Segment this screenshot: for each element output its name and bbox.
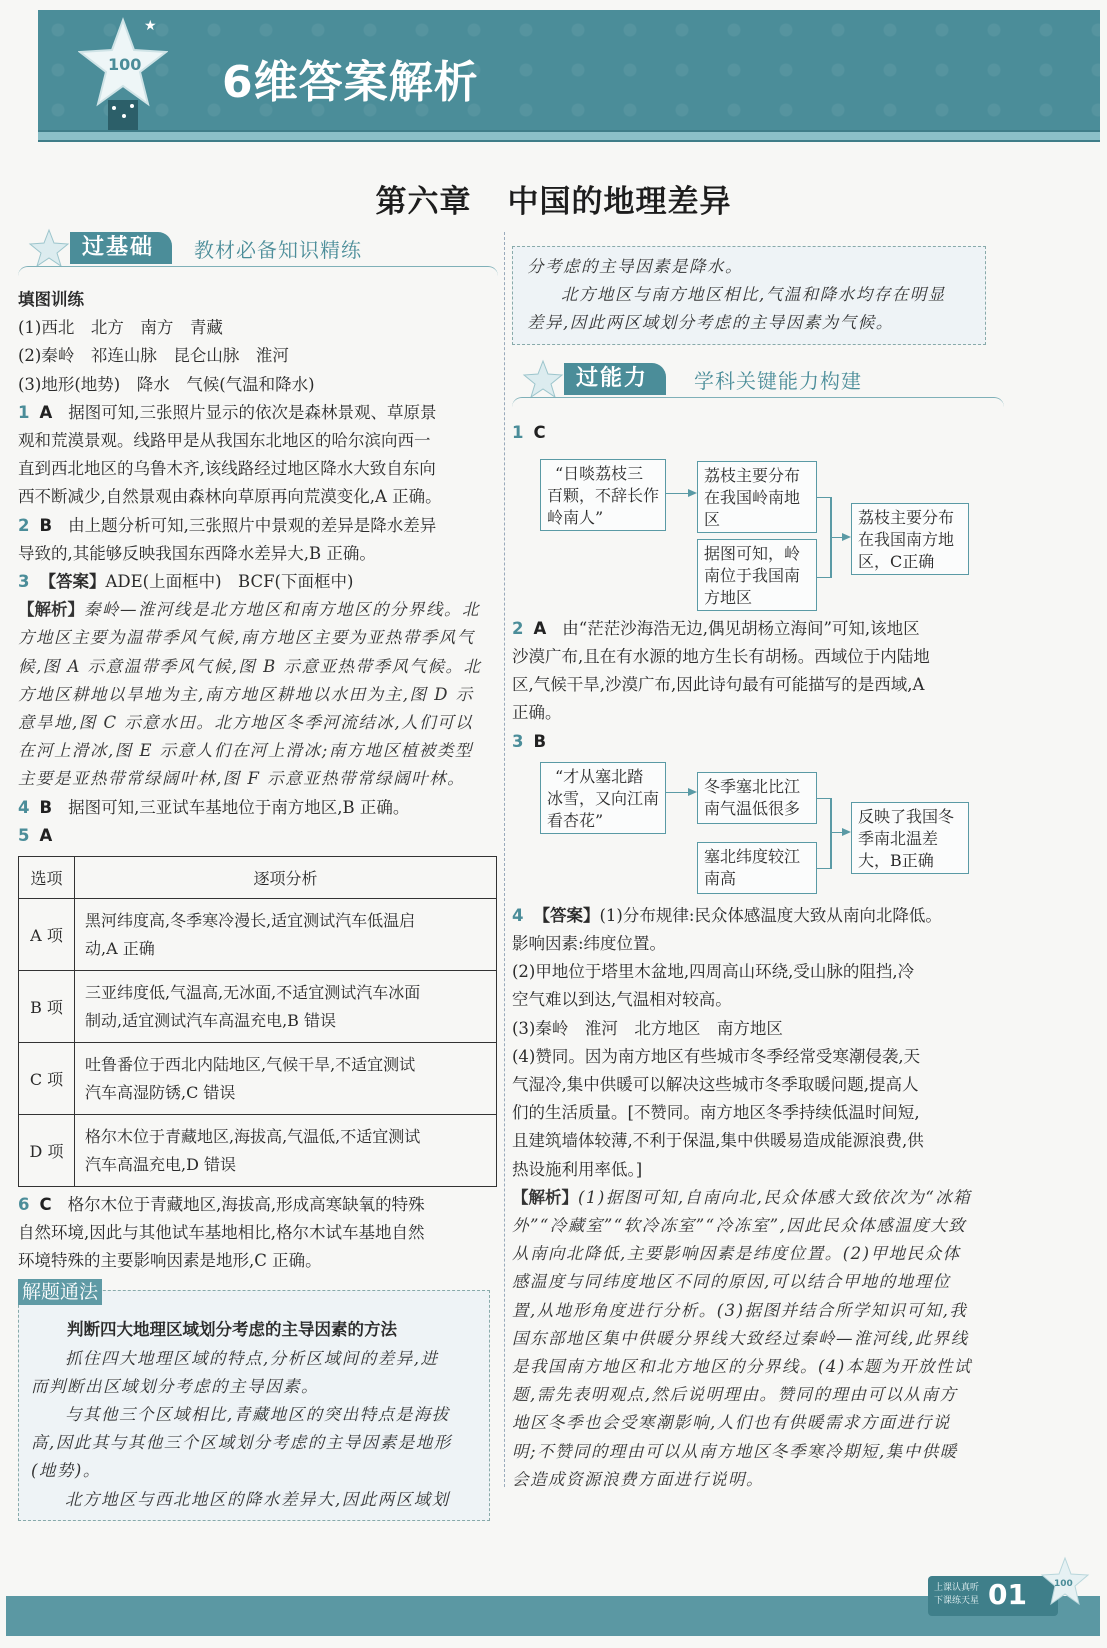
answer-text: 据图可知,三亚试车基地位于南方地区,B 正确。: [68, 797, 410, 817]
question-6: [18, 1191, 498, 1219]
option-cell: B 项: [19, 971, 75, 1043]
answer-text: 们的生活质量。[不赞同。南方地区冬季持续低温时间短,: [512, 1103, 920, 1123]
star-mascot-icon: [522, 359, 564, 399]
answer-text: (2)甲地位于塔里木盆地,四周高山环绕,受山脉的阻挡,冷: [512, 962, 915, 982]
tip-line: 抓住四大地理区域的特点,分析区域间的差异,进: [65, 1348, 439, 1368]
flow-connector: [666, 792, 688, 794]
column-divider: [504, 232, 505, 1487]
arrow-right-icon: [688, 489, 697, 497]
section-header-basic: [18, 228, 498, 280]
slogan-line: 下课练天星: [934, 1596, 980, 1606]
question-number: 1: [18, 402, 30, 422]
analysis-line: 置,从地形角度进行分析。(3)据图并结合所学知识可知,我: [512, 1300, 968, 1320]
question-answer: A: [39, 825, 53, 845]
option-cell: C 项: [19, 1043, 75, 1115]
star-mascot-icon: [78, 14, 168, 132]
answer-text: 观和荒漠景观。线路甲是从我国东北地区的哈尔滨向西一: [18, 431, 431, 451]
flow-diagram-3: [512, 760, 1004, 888]
solution-method-box: [18, 1280, 490, 1521]
flow-connector: [817, 497, 831, 499]
tip-title: 判断四大地理区域划分考虑的主导因素的方法: [67, 1319, 397, 1339]
analysis-line: 从南向北降低,主要影响因素是纬度位置。(2)甲地民众体: [512, 1244, 961, 1264]
question-4: [18, 794, 498, 822]
chapter-title: [0, 176, 1107, 221]
analysis-line: 在河上滑冰,图 E 示意人们在河上滑冰;南方地区植被类型: [18, 741, 473, 761]
arrow-right-icon: [688, 788, 697, 796]
answer-text: 气湿冷,集中供暖可以解决这些城市冬季取暖问题,提高人: [512, 1075, 919, 1095]
analysis-line: 是我国南方地区和北方地区的分界线。(4)本题为开放性试: [512, 1357, 972, 1377]
answer-label: 【答案】: [533, 905, 600, 925]
star-mascot-icon: [28, 228, 70, 268]
option-analysis-table: [18, 856, 497, 1187]
question-answer: B: [39, 797, 53, 817]
answer-text: 自然环境,因此与其他试车基地相比,格尔木试车基地自然: [18, 1223, 425, 1243]
table-row: [19, 1043, 497, 1115]
analysis-line: 外”“冷藏室”“软冷冻室”“冷冻室”,因此民众体感温度大致: [512, 1216, 967, 1236]
tip-line: 高,因此其与其他三个区域划分考虑的主导因素是地形: [31, 1433, 452, 1453]
banner-title: 6维答案解析: [222, 57, 479, 108]
question-1: [18, 399, 498, 427]
question-number: 2: [18, 515, 30, 535]
tip-label: 解题通法: [18, 1279, 102, 1305]
tip-line: 而判断出区域划分考虑的主导因素。: [31, 1376, 319, 1396]
answer-text: 正确。: [512, 703, 562, 723]
flow-middle-box: 荔枝主要分布在我国岭南地区: [697, 461, 817, 533]
table-row: [19, 899, 497, 971]
section-header-ability: [512, 359, 1004, 411]
page-badge: [928, 1576, 1058, 1616]
answer-text: 影响因素:纬度位置。: [512, 934, 667, 954]
banner-divider: [38, 130, 1100, 142]
answer-text: 环境特殊的主要影响因素是地形,C 正确。: [18, 1251, 322, 1271]
question-answer: C: [39, 1195, 52, 1215]
answer-label: 【答案】: [39, 572, 106, 592]
answer-text: 由“茫茫沙海浩无边,偶见胡杨立海间”可知,该地区: [562, 618, 920, 638]
tip-line: 北方地区与南方地区相比,气温和降水均存在明显: [561, 285, 946, 305]
section-rule: [18, 266, 498, 276]
section-subtitle: 学科关键能力构建: [694, 368, 862, 393]
flow-middle-box: 塞北纬度较江南高: [697, 842, 817, 894]
arrow-right-icon: [842, 828, 851, 836]
analysis-cell: [75, 1043, 497, 1115]
question-number: 2: [512, 618, 524, 638]
question-number: 1: [512, 422, 524, 442]
svg-text:100: 100: [1054, 1579, 1073, 1589]
question-number: 3: [512, 731, 524, 751]
chapter-number: 第六章: [375, 184, 472, 220]
question-5: [18, 822, 498, 850]
analysis-text: [512, 1184, 1004, 1212]
answer-text: 据图可知,三张照片显示的依次是森林景观、草原景: [68, 402, 437, 422]
cell-line: 汽车高湿防锈,C 错误: [85, 1082, 236, 1102]
table-row: [19, 971, 497, 1043]
answer-text: 直到西北地区的乌鲁木齐,该线路经过地区降水大致自东向: [18, 459, 436, 479]
question-answer: B: [533, 731, 547, 751]
answer-text: 且建筑墙体较薄,不利于保温,集中供暖易造成能源浪费,供: [512, 1131, 924, 1151]
svg-text:★: ★: [144, 18, 157, 34]
cell-line: 黑河纬度高,冬季寒冷漫长,适宜测试汽车低温启: [85, 910, 416, 930]
cell-line: 三亚纬度低,气温高,无冰面,不适宜测试汽车冰面: [85, 982, 421, 1002]
analysis-line: 候,图 A 示意温带季风气候,图 B 示意亚热带季风气候。北: [18, 656, 482, 676]
fill-map-item: (1)西北 北方 南方 青藏: [18, 318, 223, 338]
tip-line: 北方地区与西北地区的降水差异大,因此两区域划: [65, 1489, 450, 1509]
answer-text: 由上题分析可知,三张照片中景观的差异是降水差异: [68, 515, 437, 535]
flow-connector: [830, 537, 842, 539]
table-header: 逐项分析: [75, 857, 497, 899]
cell-line: 动,A 正确: [85, 938, 155, 958]
question-number: 4: [512, 905, 524, 925]
cell-line: 格尔木位于青藏地区,海拔高,气温低,不适宜测试: [85, 1126, 421, 1146]
flow-source-box: “才从塞北踏冰雪，又向江南看杏花”: [540, 762, 666, 834]
flow-connector: [817, 798, 831, 800]
header-banner: [38, 10, 1100, 130]
question-3: [18, 568, 498, 596]
question-1: [512, 419, 1004, 447]
analysis-line: 主要是亚热带常绿阔叶林,图 F 示意亚热带常绿阔叶林。: [18, 769, 466, 789]
flow-connector: [817, 868, 831, 870]
tip-line: 与其他三个区域相比,青藏地区的突出特点是海拔: [65, 1405, 450, 1425]
analysis-label: 【解析】: [512, 1187, 578, 1207]
answer-text: 导致的,其能够反映我国东西降水差异大,B 正确。: [18, 543, 376, 563]
cell-line: 吐鲁番位于西北内陆地区,气候干旱,不适宜测试: [85, 1054, 416, 1074]
analysis-line: 意旱地,图 C 示意水田。北方地区冬季河流结冰,人们可以: [18, 713, 474, 733]
chapter-name: 中国的地理差异: [507, 184, 732, 220]
answer-text: ADE(上面框中) BCF(下面框中): [105, 572, 354, 592]
tip-line: (地势)。: [31, 1461, 101, 1481]
analysis-line: 方地区耕地以旱地为主,南方地区耕地以水田为主,图 D 示: [18, 684, 474, 704]
flow-middle-box: 冬季塞北比江南气温低很多: [697, 772, 817, 824]
right-column: [512, 246, 1004, 1494]
question-number: 3: [18, 572, 30, 592]
question-answer: A: [533, 618, 547, 638]
slogan: [934, 1582, 979, 1608]
analysis-text: [18, 596, 498, 624]
question-number: 4: [18, 797, 30, 817]
section-subtitle: 教材必备知识精练: [194, 238, 362, 262]
tip-line: 差异,因此两区域划分考虑的主导因素为气候。: [527, 313, 894, 333]
analysis-line: (1)据图可知,自南向北,民众体感大致依次为“冰箱: [578, 1187, 972, 1207]
table-row: [19, 1115, 497, 1187]
answer-text: (4)赞同。因为南方地区有些城市冬季经常受寒潮侵袭,天: [512, 1046, 921, 1066]
analysis-line: 方地区主要为温带季风气候,南方地区主要为亚热带季风气: [18, 628, 475, 648]
section-rule: [512, 397, 1004, 407]
answer-text: 热设施利用率低。]: [512, 1159, 643, 1179]
question-2: [512, 615, 1004, 643]
answer-text: (1)分布规律:民众体感温度大致从南向北降低。: [599, 905, 942, 925]
cell-line: 制动,适宜测试汽车高温充电,B 错误: [85, 1010, 337, 1030]
analysis-line: 会造成资源浪费方面进行说明。: [512, 1469, 764, 1489]
fill-map-item: (2)秦岭 祁连山脉 昆仑山脉 淮河: [18, 346, 289, 366]
flow-result-box: 荔枝主要分布在我国南方地区，C正确: [851, 503, 969, 575]
section-tag: 过基础: [70, 232, 172, 264]
question-number: 6: [18, 1195, 30, 1215]
fill-map-item: (3)地形(地势) 降水 气候(气温和降水): [18, 374, 315, 394]
question-answer: A: [39, 402, 53, 422]
analysis-cell: [75, 971, 497, 1043]
table-header: 选项: [19, 857, 75, 899]
section-tag: 过能力: [564, 363, 666, 395]
analysis-line: 明;不赞同的理由可以从南方地区冬季寒冷期短,集中供暖: [512, 1441, 958, 1461]
analysis-line: 秦岭—淮河线是北方地区和南方地区的分界线。北: [84, 600, 480, 620]
question-number: 5: [18, 825, 30, 845]
question-3: [512, 728, 1004, 756]
answer-text: 西不断减少,自然景观由森林向草原再向荒漠变化,A 正确。: [18, 487, 442, 507]
answer-text: 沙漠广布,且在有水源的地方生长有胡杨。西域位于内陆地: [512, 647, 930, 667]
question-2: [18, 512, 498, 540]
flow-connector: [817, 577, 831, 579]
slogan-line: 上课认真听: [934, 1583, 980, 1593]
table-header-row: [19, 857, 497, 899]
answer-text: 格尔木位于青藏地区,海拔高,形成高寒缺氧的特殊: [67, 1195, 425, 1215]
flow-middle-box: 据图可知，岭南位于我国南方地区: [697, 539, 817, 611]
svg-text:100: 100: [108, 55, 142, 74]
fill-map-title: 填图训练: [18, 290, 84, 309]
question-4: [512, 902, 1004, 930]
analysis-line: 题,需先表明观点,然后说明理由。赞同的理由可以从南方: [512, 1385, 958, 1405]
flow-diagram-1: [512, 451, 1004, 607]
flow-connector: [830, 798, 832, 869]
analysis-line: 感温度与同纬度地区不同的原因,可以结合甲地的地理位: [512, 1272, 951, 1292]
flow-source-box: “日啖荔枝三百颗，不辞长作岭南人”: [540, 459, 666, 531]
analysis-label: 【解析】: [18, 600, 84, 620]
analysis-cell: [75, 1115, 497, 1187]
tip-line: 分考虑的主导因素是降水。: [527, 257, 743, 276]
flow-connector: [666, 493, 688, 495]
option-cell: D 项: [19, 1115, 75, 1187]
arrow-right-icon: [842, 533, 851, 541]
option-cell: A 项: [19, 899, 75, 971]
answer-text: 空气难以到达,气温相对较高。: [512, 990, 732, 1010]
answer-text: (3)秦岭 淮河 北方地区 南方地区: [512, 1018, 783, 1038]
solution-method-box-continued: [512, 246, 986, 345]
answer-text: 区,气候干旱,沙漠广布,因此诗句最有可能描写的是西域,A: [512, 675, 925, 695]
page-number: 01: [988, 1578, 1027, 1611]
cell-line: 汽车高温充电,D 错误: [85, 1154, 237, 1174]
flow-connector: [830, 832, 842, 834]
analysis-line: 国东部地区集中供暖分界线大致经过秦岭—淮河线,此界线: [512, 1328, 969, 1348]
question-answer: C: [533, 422, 546, 442]
analysis-cell: [75, 899, 497, 971]
flow-result-box: 反映了我国冬季南北温差大，B正确: [851, 802, 969, 874]
star-mascot-icon: [1040, 1556, 1090, 1614]
question-answer: B: [39, 515, 53, 535]
left-column: [18, 228, 498, 1521]
analysis-line: 地区冬季也会受寒潮影响,人们也有供暖需求方面进行说: [512, 1413, 951, 1433]
